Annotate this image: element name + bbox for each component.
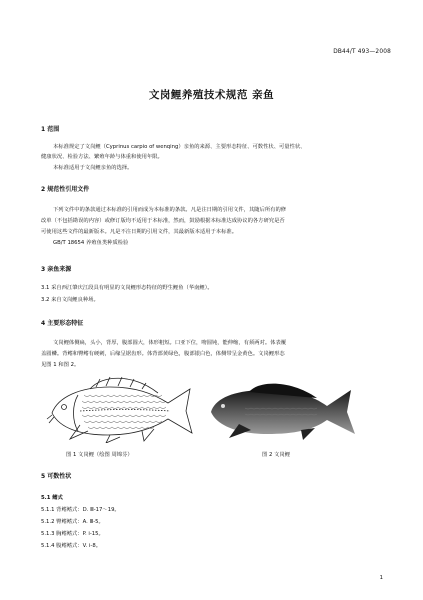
- figure-2-carp-photo: [205, 380, 360, 440]
- figure-1-carp-drawing: [40, 373, 200, 443]
- section-1-paragraph-line2: 健康状况、检验方法、繁殖年龄与体重和使用年限。: [41, 154, 163, 160]
- section-2-paragraph-line3: 可使用这些文件的最新版本。凡是不注日期的引用文件，其最新版本适用于本标准。: [41, 229, 237, 235]
- section-3-item-2: 3.2 来自文岗鲤良种场。: [41, 297, 99, 303]
- standard-code: DB44/T 493—2008: [333, 49, 391, 55]
- document-title: 文岗鲤养殖技术规范 亲鱼: [148, 89, 275, 101]
- figure-1-caption: 图 1 文岗鲤（绘图 周锦芬）: [66, 452, 133, 458]
- page-number: 1: [379, 575, 383, 581]
- section-3-item-1: 3.1 采自西江肇庆江段具有明显的文岗鲤形态特征的野生鲤鱼（华南鲤）。: [41, 285, 213, 291]
- section-2-heading: 2 规范性引用文件: [41, 186, 90, 193]
- section-3-heading: 3 亲鱼来源: [41, 266, 72, 273]
- section-5-heading: 5 可数性状: [41, 473, 72, 480]
- figure-2-caption: 图 2 文岗鲤: [262, 452, 290, 458]
- section-1-heading: 1 范围: [41, 126, 60, 133]
- section-2-paragraph-line2: 改单（不包括勘误的内容）或修订版均不适用于本标准，然而，鼓励根据本标准达成协议的各方研究是否: [41, 218, 285, 224]
- fin-formula-pectoral: 5.1.3 胸鳍鳍式：P. ⅰ-15。: [41, 531, 104, 537]
- fin-formula-pelvic: 5.1.4 腹鳍鳍式：V. ⅰ-8。: [41, 543, 102, 549]
- fin-formula-dorsal: 5.1.1 背鳍鳍式：D. Ⅲ-17～19。: [41, 507, 120, 513]
- section-2-paragraph-line1: 下列文件中的条款通过本标准的引用而成为本标准的条款。凡是注日期的引用文件，其随后所有的修: [53, 207, 287, 213]
- section-5-1-heading: 5.1 鳍式: [41, 495, 63, 501]
- section-1-scope-line: 本标准适用于文岗鲤亲鱼的选择。: [53, 165, 133, 171]
- fin-formula-anal: 5.1.2 臀鳍鳍式：A. Ⅲ-5。: [41, 519, 104, 525]
- section-4-heading: 4 主要形态特征: [41, 320, 84, 327]
- section-4-paragraph-line3: 见图 1 和图 2。: [41, 362, 80, 368]
- section-4-paragraph-line1: 文岗鲤体侧扁，头小，背厚，腹部圆大，体形粗短。口亚下位，吻圆钝，能伸缩，有须两对。体表覆: [53, 340, 287, 346]
- section-1-paragraph-line1: 本标准规定了文岗鲤（Cyprinus carpio of wenqing）亲鱼的来源、主要形态特征、可数性状、可量性状、: [53, 144, 306, 150]
- reference-standard: GB/T 18654 养殖鱼类种质检验: [53, 240, 129, 246]
- section-4-paragraph-line2: 盖圆鳞。背鳍和臀鳍有硬刺，后缘呈锯齿形。体背部黄绿色，腹部银白色，体侧带呈金黄色。文岗鲤形态: [41, 351, 285, 357]
